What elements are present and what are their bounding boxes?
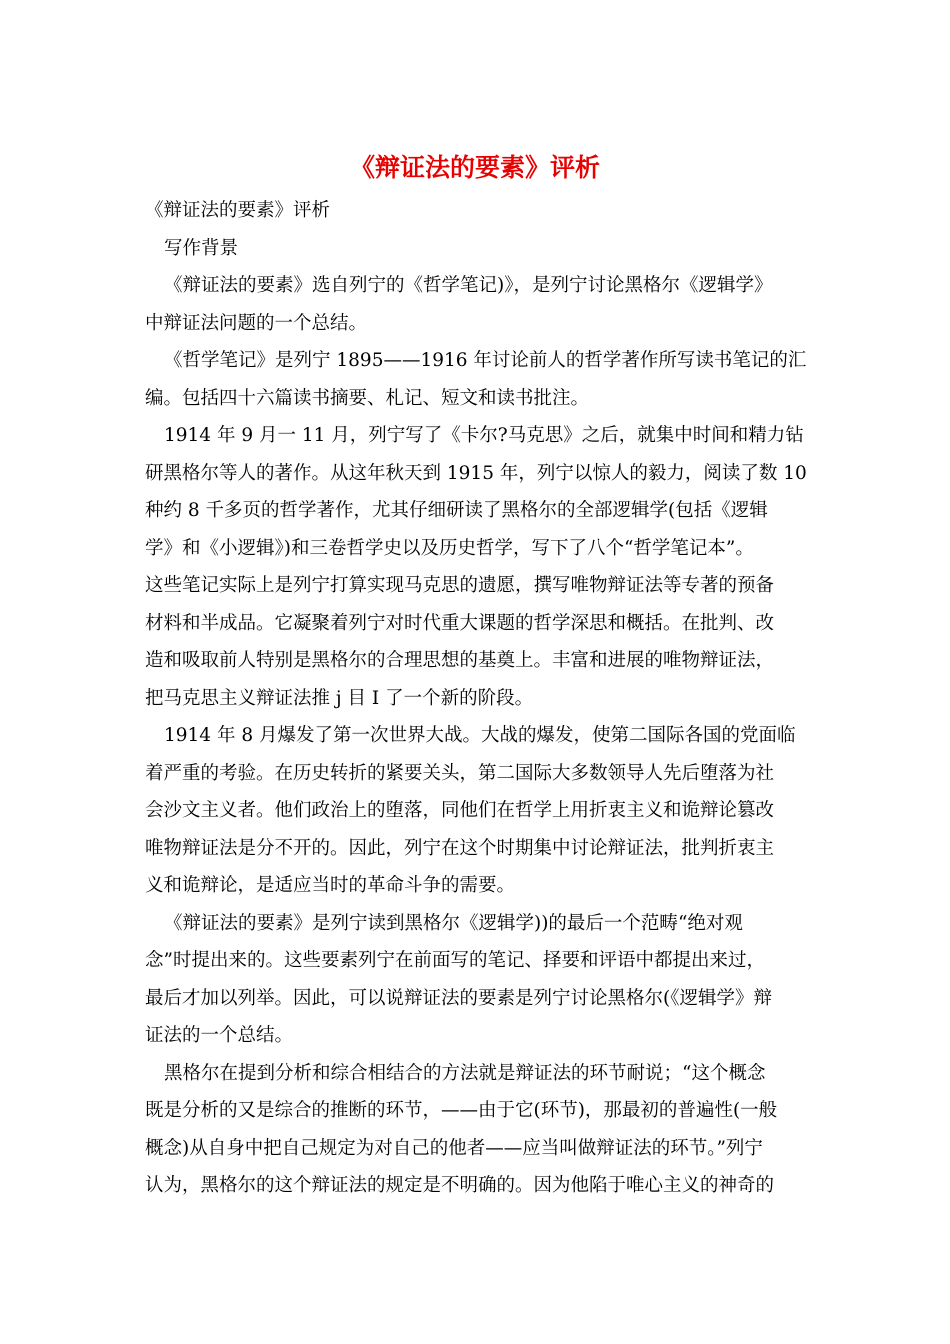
- document-title: 《辩证法的要素》评析: [349, 153, 600, 182]
- paragraph-line: 造和吸取前人特别是黑格尔的合理思想的基奠上。丰富和进展的唯物辩证法，: [145, 650, 775, 671]
- paragraph-line: 1914 年 8 月爆发了第一次世界大战。大战的爆发，使第二国际各国的党面临: [164, 725, 796, 746]
- paragraph-line: 种约 8 千多页的哲学著作，尤其仔细研读了黑格尔的全部逻辑学(包括《逻辑: [145, 500, 768, 521]
- paragraph-line: 研黑格尔等人的著作。从这年秋天到 1915 年，列宁以惊人的毅力，阅读了数 10: [145, 462, 807, 484]
- paragraph-line: 念”时提出来的。这些要素列宁在前面写的笔记、择要和评语中都提出来过，: [145, 950, 765, 971]
- paragraph-line: 《辩证法的要素》选自列宁的《哲学笔记)》，是列宁讨论黑格尔《逻辑学》: [164, 275, 773, 296]
- paragraph-line: 黑格尔在提到分析和综合相结合的方法就是辩证法的环节耐说；“这个概念: [164, 1062, 766, 1084]
- section-heading: 写作背景: [164, 237, 239, 259]
- paragraph-line: 证法的一个总结。: [145, 1025, 294, 1046]
- paragraph-line: 唯物辩证法是分不开的。因此，列宁在这个时期集中讨论辩证法，批判折衷主: [145, 837, 775, 859]
- paragraph-line: 最后才加以列举。因此，可以说辩证法的要素是列宁讨论黑格尔(《逻辑学》辩: [145, 987, 772, 1009]
- paragraph-line: 概念)从自身中把自己规定为对自己的他者——应当叫做辩证法的环节。”列宁: [145, 1137, 763, 1159]
- paragraph-line: 义和诡辩论，是适应当时的革命斗争的需要。: [145, 875, 516, 896]
- paragraph-line: 会沙文主义者。他们政治上的堕落，同他们在哲学上用折衷主义和诡辩论篡改: [145, 800, 775, 821]
- paragraph-line: 材料和半成品。它凝聚着列宁对时代重大课题的哲学深思和概括。在批判、改: [145, 612, 775, 634]
- subtitle-line: 《辩证法的要素》评析: [145, 200, 331, 221]
- paragraph-line: 认为，黑格尔的这个辩证法的规定是不明确的。因为他陷于唯心主义的神奇的: [145, 1175, 775, 1196]
- paragraph-line: 着严重的考验。在历史转折的紧要关头，第二国际大多数领导人先后堕落为社: [145, 762, 775, 784]
- paragraph-line: 中辩证法问题的一个总结。: [145, 312, 368, 334]
- paragraph-line: 编。包括四十六篇读书摘要、札记、短文和读书批注。: [145, 387, 590, 409]
- document-body: [145, 192, 815, 1205]
- paragraph-line: 1914 年 9 月一 11 月，列宁写了《卡尔?马克思》之后，就集中时间和精力钻: [164, 425, 804, 446]
- paragraph-line: 《辩证法的要素》是列宁读到黑格尔《逻辑学))的最后一个范畴“绝对观: [164, 912, 743, 934]
- paragraph-line: 既是分析的又是综合的推断的环节，——由于它(环节)，那最初的普遍性(一般: [145, 1100, 778, 1121]
- paragraph-line: 把马克思主义辩证法推 j 目 I 了一个新的阶段。: [145, 687, 534, 709]
- paragraph-line: 这些笔记实际上是列宁打算实现马克思的遗愿，撰写唯物辩证法等专著的预备: [145, 575, 775, 596]
- paragraph-line: 《哲学笔记》是列宁 1895——1916 年讨论前人的哲学著作所写读书笔记的汇: [164, 350, 807, 371]
- paragraph-line: 学》和《小逻辑》)和三卷哲学史以及历史哲学，写下了八个“哲学笔记本”。: [145, 537, 754, 559]
